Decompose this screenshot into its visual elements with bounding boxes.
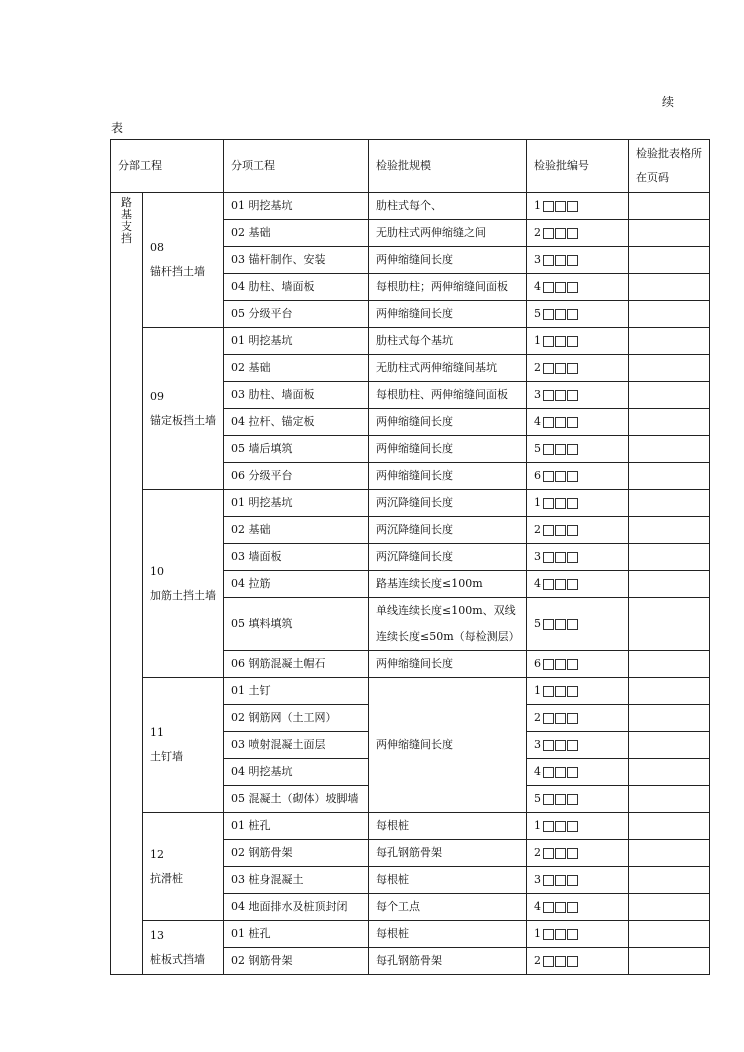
batch-number-prefix: 4 [534,415,541,428]
batch-number-prefix: 3 [534,550,541,563]
batch-number [534,409,578,435]
page-number-cell[interactable] [629,598,710,651]
batch-number-prefix: 2 [534,711,541,724]
page-number-cell[interactable] [629,220,710,247]
scale-cell: 两沉降缝间长度 [369,544,527,571]
blank-box-input[interactable] [567,659,578,670]
batch-number [534,705,578,731]
continued-label: 续 [662,95,675,109]
page-number-cell[interactable] [629,274,710,301]
page-number-cell[interactable] [629,436,710,463]
batch-number-cell [527,544,629,571]
blank-box-input[interactable] [543,255,554,266]
batch-number [534,301,578,327]
blank-box-input[interactable] [555,390,566,401]
batch-number-cell [527,571,629,598]
batch-number-prefix: 4 [534,280,541,293]
batch-number-prefix: 1 [534,684,541,697]
batch-number-cell [527,813,629,840]
batch-number [534,921,578,947]
batch-number-cell [527,921,629,948]
page-number-cell[interactable] [629,355,710,382]
blank-box-input[interactable] [543,713,554,724]
page-number-cell[interactable] [629,678,710,705]
scale-cell: 两沉降缝间长度 [369,517,527,544]
batch-number-prefix: 2 [534,226,541,239]
group-name: 锚定板挡土墙 [150,413,216,427]
group-cell [143,490,224,678]
blank-box-input[interactable] [555,471,566,482]
col-header-scale: 检验批规模 [369,140,527,193]
blank-box-input[interactable] [543,390,554,401]
blank-box-input[interactable] [567,336,578,347]
blank-box-input[interactable] [567,498,578,509]
batch-number-prefix: 4 [534,765,541,778]
batch-number-cell [527,840,629,867]
blank-box-input[interactable] [543,767,554,778]
batch-number [534,894,578,920]
scale-cell: 两伸缩缝间长度 [369,651,527,678]
blank-box-input[interactable] [555,767,566,778]
batch-number [534,759,578,785]
sub-item-cell: 01 桩孔 [224,921,369,948]
batch-number-prefix: 1 [534,927,541,940]
blank-box-input[interactable] [555,417,566,428]
blank-box-input[interactable] [543,417,554,428]
blank-box-input[interactable] [543,686,554,697]
group-cell [143,328,224,490]
group-code: 13 [150,928,164,942]
batch-number-cell [527,436,629,463]
blank-box-input[interactable] [567,902,578,913]
batch-number [534,651,578,677]
page-number-cell[interactable] [629,867,710,894]
batch-number-cell [527,678,629,705]
batch-number-cell [527,274,629,301]
scale-cell: 每根桩 [369,921,527,948]
blank-box-input[interactable] [543,659,554,670]
group-code: 08 [150,241,164,254]
group-name: 桩板式挡墙 [150,952,205,966]
group-name: 土钉墙 [150,750,183,763]
batch-number [534,193,578,219]
blank-box-input[interactable] [555,309,566,320]
blank-box-input[interactable] [555,579,566,590]
blank-box-input[interactable] [555,659,566,670]
batch-number-prefix: 3 [534,388,541,401]
sub-item-cell: 05 分级平台 [224,301,369,328]
page-number-cell[interactable] [629,921,710,948]
blank-box-input[interactable] [543,471,554,482]
batch-number-prefix: 4 [534,577,541,590]
sub-item-cell: 04 拉杆、锚定板 [224,409,369,436]
sub-item-cell: 03 肋柱、墙面板 [224,382,369,409]
page-number-cell[interactable] [629,409,710,436]
batch-number-prefix: 2 [534,361,541,374]
batch-number [534,247,578,273]
page-number-cell[interactable] [629,732,710,759]
batch-number [534,948,578,974]
sub-item-cell: 02 基础 [224,220,369,247]
scale-cell: 两沉降缝间长度 [369,490,527,517]
sub-item-cell: 04 拉筋 [224,571,369,598]
page-number-cell[interactable] [629,490,710,517]
table-row [111,813,710,840]
blank-box-input[interactable] [567,929,578,940]
blank-box-input[interactable] [543,929,554,940]
scale-cell: 路基连续长度≤100m [369,571,527,598]
blank-box-input[interactable] [543,201,554,212]
batch-number-cell [527,247,629,274]
sub-item-cell: 04 地面排水及桩顶封闭 [224,894,369,921]
batch-number-prefix: 3 [534,873,541,886]
batch-number-cell [527,948,629,975]
sub-item-cell: 05 混凝土（砌体）坡脚墙 [224,786,369,813]
batch-number-cell [527,867,629,894]
batch-number [534,490,578,516]
blank-box-input[interactable] [567,579,578,590]
blank-box-input[interactable] [567,821,578,832]
blank-box-input[interactable] [555,282,566,293]
batch-number-cell [527,490,629,517]
page-number-cell[interactable] [629,463,710,490]
scale-cell: 两伸缩缝间长度 [369,247,527,274]
blank-box-input[interactable] [555,875,566,886]
group-name: 锚杆挡土墙 [150,265,205,278]
blank-box-input[interactable] [543,902,554,913]
batch-number-prefix: 2 [534,846,541,859]
blank-box-input[interactable] [543,956,554,967]
blank-box-input[interactable] [543,821,554,832]
batch-number-prefix: 1 [534,334,541,347]
batch-number [534,813,578,839]
table-label: 表 [111,121,124,135]
table-row [111,193,710,220]
scale-cell: 单线连续长度≤100m、双线连续长度≤50m（每检测层） [369,598,527,651]
scale-cell: 两伸缩缝间长度 [369,678,527,813]
group-cell [143,921,224,975]
batch-number-cell [527,651,629,678]
blank-box-input[interactable] [543,309,554,320]
page-number-cell[interactable] [629,705,710,732]
batch-number-prefix: 5 [534,307,541,320]
sub-item-cell: 04 肋柱、墙面板 [224,274,369,301]
batch-number [534,732,578,758]
batch-number-cell [527,705,629,732]
batch-number-cell [527,732,629,759]
group-code: 10 [150,564,164,578]
blank-box-input[interactable] [555,498,566,509]
blank-box-input[interactable] [567,740,578,751]
blank-box-input[interactable] [543,579,554,590]
blank-box-input[interactable] [567,255,578,266]
blank-box-input[interactable] [555,228,566,239]
blank-box-input[interactable] [543,444,554,455]
group-cell [143,193,224,328]
scale-cell: 两伸缩缝间长度 [369,409,527,436]
batch-number [534,463,578,489]
blank-box-input[interactable] [567,767,578,778]
batch-number-cell [527,382,629,409]
blank-box-input[interactable] [567,875,578,886]
page-number-cell[interactable] [629,571,710,598]
batch-number-cell [527,786,629,813]
page-number-cell[interactable] [629,247,710,274]
col-header-page: 检验批表格所在页码 [629,140,710,193]
batch-number-cell [527,598,629,651]
group-name: 加筋土挡土墙 [150,588,216,602]
blank-box-input[interactable] [543,336,554,347]
batch-number [534,611,578,637]
scale-cell: 两伸缩缝间长度 [369,436,527,463]
blank-box-input[interactable] [543,363,554,374]
blank-box-input[interactable] [555,902,566,913]
blank-box-input[interactable] [567,309,578,320]
batch-number-prefix: 1 [534,819,541,832]
blank-box-input[interactable] [567,794,578,805]
page-number-cell[interactable] [629,786,710,813]
blank-box-input[interactable] [567,956,578,967]
batch-number-prefix: 5 [534,617,541,630]
blank-box-input[interactable] [567,282,578,293]
group-cell [143,678,224,813]
group-code: 09 [150,389,164,403]
scale-cell: 每根肋柱、两伸缩缝间面板 [369,382,527,409]
sub-item-cell: 02 钢筋骨架 [224,948,369,975]
category-cell [111,193,143,975]
batch-number [534,382,578,408]
blank-box-input[interactable] [567,228,578,239]
page-number-cell[interactable] [629,651,710,678]
blank-box-input[interactable] [543,228,554,239]
page-number-cell[interactable] [629,193,710,220]
col-header-number: 检验批编号 [527,140,629,193]
sub-item-cell: 01 明挖基坑 [224,490,369,517]
batch-number [534,867,578,893]
blank-box-input[interactable] [555,201,566,212]
sub-item-cell: 02 基础 [224,517,369,544]
batch-number-prefix: 2 [534,523,541,536]
scale-cell: 两伸缩缝间长度 [369,463,527,490]
blank-box-input[interactable] [555,956,566,967]
batch-number [534,840,578,866]
scale-cell: 肋柱式每个基坑 [369,328,527,355]
batch-number [534,274,578,300]
batch-number [534,355,578,381]
batch-number-cell [527,517,629,544]
sub-item-cell: 05 填料填筑 [224,598,369,651]
blank-box-input[interactable] [555,821,566,832]
batch-number [534,436,578,462]
sub-item-cell: 03 桩身混凝土 [224,867,369,894]
sub-item-cell: 03 喷射混凝土面层 [224,732,369,759]
sub-item-cell: 01 明挖基坑 [224,193,369,220]
blank-box-input[interactable] [543,740,554,751]
sub-item-cell: 06 钢筋混凝土帽石 [224,651,369,678]
blank-box-input[interactable] [555,444,566,455]
blank-box-input[interactable] [567,552,578,563]
batch-number [534,544,578,570]
batch-number [534,220,578,246]
blank-box-input[interactable] [555,336,566,347]
batch-number-prefix: 3 [534,253,541,266]
batch-number [534,328,578,354]
scale-cell: 每根肋柱；两伸缩缝间面板 [369,274,527,301]
blank-box-input[interactable] [567,390,578,401]
blank-box-input[interactable] [543,552,554,563]
batch-number-prefix: 1 [534,496,541,509]
batch-number [534,678,578,704]
page-number-cell[interactable] [629,328,710,355]
page-number-cell[interactable] [629,382,710,409]
blank-box-input[interactable] [567,686,578,697]
batch-number-prefix: 6 [534,657,541,670]
scale-cell: 无肋柱式两伸缩缝间基坑 [369,355,527,382]
batch-number-cell [527,328,629,355]
batch-number-prefix: 2 [534,954,541,967]
batch-number-prefix: 6 [534,469,541,482]
table-row [111,490,710,517]
sub-item-cell: 01 明挖基坑 [224,328,369,355]
batch-number-prefix: 1 [534,199,541,212]
batch-number-prefix: 4 [534,900,541,913]
table-row [111,921,710,948]
blank-box-input[interactable] [543,525,554,536]
category-label: 路基支挡 [121,196,132,245]
blank-box-input[interactable] [567,471,578,482]
sub-item-cell: 04 明挖基坑 [224,759,369,786]
col-header-division: 分部工程 [111,140,224,193]
scale-cell: 每孔钢筋骨架 [369,840,527,867]
batch-number-cell [527,220,629,247]
batch-number [534,517,578,543]
blank-box-input[interactable] [543,282,554,293]
blank-box-input[interactable] [567,444,578,455]
blank-box-input[interactable] [567,417,578,428]
table-row [111,328,710,355]
group-code: 11 [150,726,164,739]
blank-box-input[interactable] [567,619,578,630]
inspection-batch-table [110,139,710,975]
blank-box-input[interactable] [555,794,566,805]
table-header-row [111,140,710,193]
batch-number-prefix: 5 [534,442,541,455]
sub-item-cell: 01 土钉 [224,678,369,705]
page-number-cell[interactable] [629,517,710,544]
blank-box-input[interactable] [567,848,578,859]
batch-number-cell [527,301,629,328]
sub-item-cell: 01 桩孔 [224,813,369,840]
blank-box-input[interactable] [555,929,566,940]
blank-box-input[interactable] [555,619,566,630]
sub-item-cell: 06 分级平台 [224,463,369,490]
sub-item-cell: 03 锚杆制作、安装 [224,247,369,274]
blank-box-input[interactable] [555,686,566,697]
sub-item-cell: 02 钢筋骨架 [224,840,369,867]
blank-box-input[interactable] [555,255,566,266]
page-number-cell[interactable] [629,948,710,975]
page-number-cell[interactable] [629,301,710,328]
page-number-cell[interactable] [629,813,710,840]
scale-cell: 两伸缩缝间长度 [369,301,527,328]
scale-cell: 每根桩 [369,867,527,894]
page-number-cell[interactable] [629,759,710,786]
sub-item-cell: 02 钢筋网（土工网） [224,705,369,732]
group-cell [143,813,224,921]
scale-cell: 无肋柱式两伸缩缝之间 [369,220,527,247]
scale-cell: 肋柱式每个、 [369,193,527,220]
blank-box-input[interactable] [543,875,554,886]
scale-cell: 每根桩 [369,813,527,840]
batch-number-prefix: 3 [534,738,541,751]
group-name: 抗滑桩 [150,871,183,885]
blank-box-input[interactable] [555,713,566,724]
scale-cell: 每个工点 [369,894,527,921]
batch-number [534,571,578,597]
sub-item-cell: 02 基础 [224,355,369,382]
batch-number-cell [527,409,629,436]
blank-box-input[interactable] [567,713,578,724]
page-number-cell[interactable] [629,544,710,571]
blank-box-input[interactable] [543,794,554,805]
page-number-cell[interactable] [629,894,710,921]
batch-number [534,786,578,812]
blank-box-input[interactable] [543,498,554,509]
batch-number-prefix: 5 [534,792,541,805]
blank-box-input[interactable] [555,363,566,374]
page-number-cell[interactable] [629,840,710,867]
batch-number-cell [527,894,629,921]
sub-item-cell: 05 墙后填筑 [224,436,369,463]
col-header-subitem: 分项工程 [224,140,369,193]
blank-box-input[interactable] [555,552,566,563]
batch-number-cell [527,193,629,220]
blank-box-input[interactable] [567,525,578,536]
blank-box-input[interactable] [555,848,566,859]
scale-cell: 每孔钢筋骨架 [369,948,527,975]
blank-box-input[interactable] [543,619,554,630]
batch-number-cell [527,759,629,786]
blank-box-input[interactable] [567,363,578,374]
sub-item-cell: 03 墙面板 [224,544,369,571]
blank-box-input[interactable] [555,740,566,751]
blank-box-input[interactable] [543,848,554,859]
table-row [111,678,710,705]
group-code: 12 [150,847,164,861]
blank-box-input[interactable] [555,525,566,536]
batch-number-cell [527,463,629,490]
blank-box-input[interactable] [567,201,578,212]
batch-number-cell [527,355,629,382]
